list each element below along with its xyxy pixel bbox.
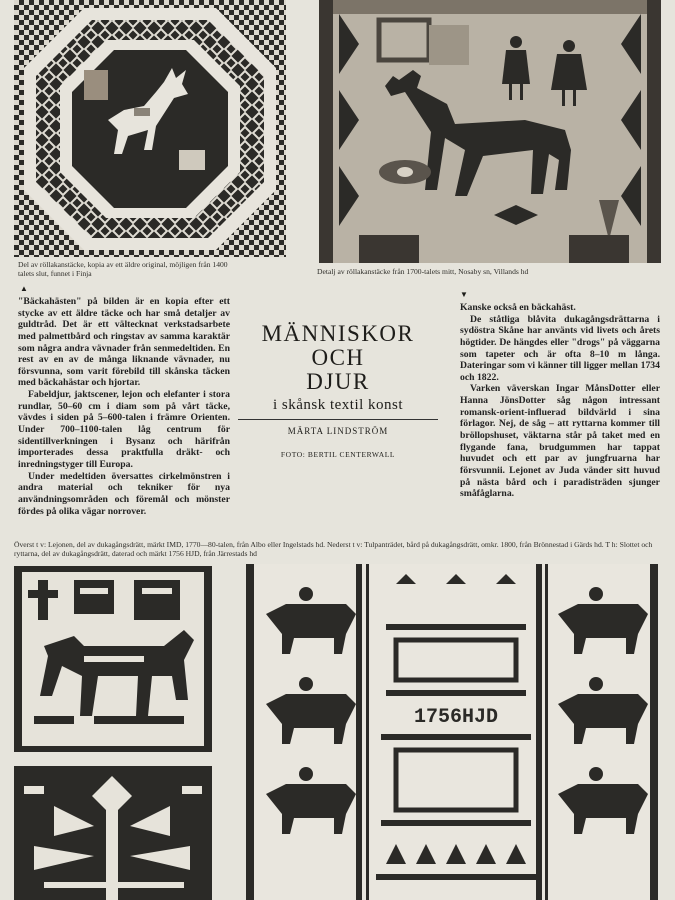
- up-triangle-icon: ▲: [20, 284, 28, 293]
- title-divider: [238, 419, 438, 420]
- down-triangle-icon: ▼: [460, 290, 468, 299]
- right-paragraph: De ståtliga blåvita dukagångsdrättarna i sydöstra Skåne har använts vid livets och årets högtider. De hängdes eller "drogs" på väggarna som tapeter och är ofta 8–10 m långa. Dateringar som vi känner till ligger mellan 1734 och 1822.: [460, 313, 660, 383]
- article-title-block: [238, 322, 438, 459]
- photo-bottom-left-upper: [14, 566, 212, 752]
- right-paragraph: Kanske också en bäckahäst.: [460, 302, 576, 313]
- right-paragraph: Varken väverskan Ingar MånsDotter eller Hanna JönsDotter såg någon intressant romansk-orient-influerad bildvärld i sina förlagor. Nej, de såg – att ryttarna kommer till bröllopshuset, väktarna står på taket med en flygande fana, brudgummen har tappat huvudet och ett par av jungfruarna har försvunnii. Lejonet av Juda vänder sitt huvud på nästa bård och i paradisträden sjunger småfåglarna.: [460, 383, 660, 500]
- article-title-line-1: MÄNNISKOR: [261, 321, 415, 346]
- caption-top-left: Del av röllakanstäcke, kopia av ett äldre original, möjligen från 1400 talets slut, funnet i Finja: [18, 260, 228, 279]
- photo-top-left: [14, 0, 286, 257]
- weave-date-text: 1756HJD: [413, 706, 499, 729]
- left-column-text: [18, 296, 230, 517]
- article-title-line-2: OCH: [311, 345, 365, 371]
- article-author: MÄRTA LINDSTRÖM: [287, 426, 389, 437]
- article-subtitle: i skånsk textil konst: [272, 397, 404, 414]
- right-column-text: [460, 302, 660, 500]
- article-title-line-3: DJUR: [306, 369, 370, 395]
- photo-bottom-left-lower: [14, 766, 212, 900]
- left-paragraph: "Bäckahästen" på bilden är en kopia efter ett stycke av ett äldre täcke och har små detaljer av guldtråd. Det är ett vältecknat verkstadsarbete med palmettbård och ringstav av samma karaktär som några andra vävnader från senmedeltiden. En rest av en av de många liknande vävnader, nu försvunna, som varit förebild till skånska täcken med bäckahästar och hjortar.: [18, 296, 230, 389]
- photo-bottom-right: [246, 564, 658, 900]
- photo-top-right: [319, 0, 661, 263]
- caption-bottom: Överst t v: Lejonen, del av dukagångsdrätt, märkt IMD, 1770—80-talen, från Albo eller Ingelstads hd. Nederst t v: Tulpanträdet, bård på dukagångsdrätt, omkr. 1800, från Brönnestad i Gärds hd. T h: Slottet och ryttarna, del av dukagångsdrätt, daterad och märkt 1756 HJD, från Järrestads hd: [14, 540, 653, 559]
- left-paragraph: Fabeldjur, jaktscener, lejon och elefanter i stora rundlar, 50–60 cm i diam som på vårt täcke, vävdes i siden på 5–600-talen i främre Orienten. Under 700–1100-talen låg centrum för sidentillverkningen i Bysanz och härifrån importerades dessa praktfulla dräkt- och inredningstyger till Europa.: [18, 389, 230, 470]
- photo-credit: FOTO: BERTIL CENTERWALL: [280, 450, 396, 460]
- caption-top-right: Detalj av röllakanstäcke från 1700-talets mitt, Nosaby sn, Villands hd: [317, 267, 529, 276]
- left-paragraph: Under medeltiden översattes cirkelmönstren i andra material och tekniker för nya användningsområden och föremål och mönster fördes på olika vägar norrover.: [18, 470, 230, 517]
